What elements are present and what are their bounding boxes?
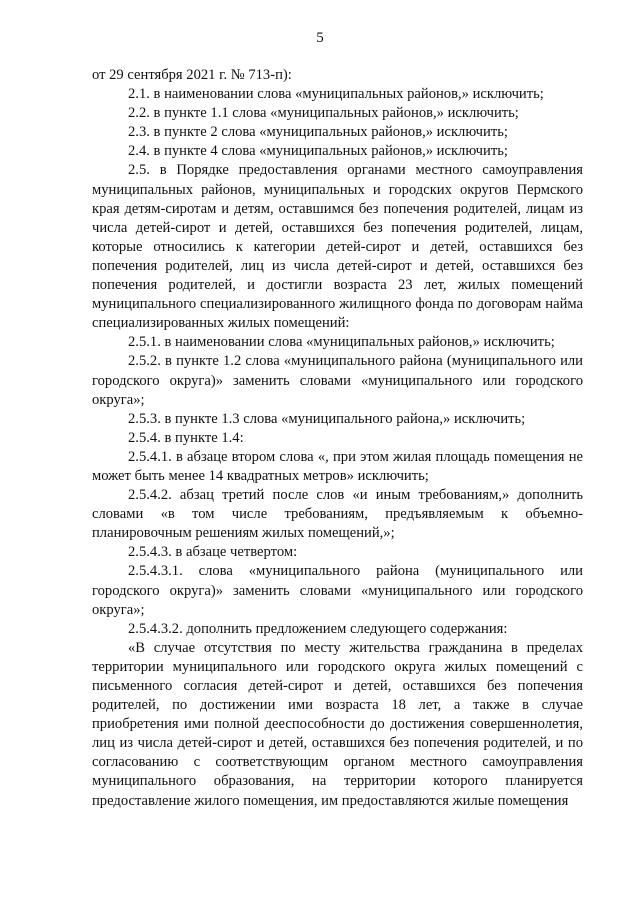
paragraph-continuation: от 29 сентября 2021 г. № 713-п):	[92, 67, 292, 83]
paragraph-2-5-4-2: 2.5.4.2. абзац третий после слов «и иным требованиям,» дополнить словами «в том числе требованиям, предъявляемым к объемно-планировочным решениям жилых помещений,»;	[92, 487, 583, 542]
paragraph-2-5-4-1: 2.5.4.1. в абзаце втором слова «, при этом жилая площадь помещения не может быть менее 14 квадратных метров» исключить;	[92, 448, 583, 484]
paragraph-2-5-4-3-1: 2.5.4.3.1. слова «муниципального района (муниципального или городского округа)» заменить словами «муниципального или городского округа»;	[92, 563, 583, 618]
paragraph-2-5-4-3: 2.5.4.3. в абзаце четвертом:	[128, 544, 298, 561]
paragraph-2-5-2: 2.5.2. в пункте 1.2 слова «муниципального района (муниципального или городского округа)» заменить словами «муниципального или городского округа»;	[92, 353, 583, 408]
paragraph-2-5: 2.5. в Порядке предоставления органами местного самоуправления муниципальных районов, муниципальных и городских округов Пермского края детям-сиротам и детям, оставшимся без попечения родителей, лицам из числа детей-сирот и детей, оставшихся без попечения родителей, лицам, которые относились к категории детей-сирот и детей, оставшихся без попечения родителей, лиц из числа детей-сирот и детей, оставшихся без попечения родителей, и достигли возраста 23 лет, жилых помещений муниципального специализированного жилищного фонда по договорам найма специализированных жилых помещений:	[92, 162, 583, 332]
paragraph-quoted-text: «В случае отсутствия по месту жительства гражданина в пределах территории муниципального или городского округа жилых помещений с письменного согласия детей-сирот и детей, оставшихся без попечения родителей, по достижении ими возраста 18 лет, а также в случае приобретения ими полной дееспособности до достижения совершеннолетия, лиц из числа детей-сирот и детей, оставшихся без попечения родителей, и по согласованию с соответствующим органом местного самоуправления муниципального образования, на территории которого планируется предоставление жилого помещения, им предоставляются жилые помещения	[92, 639, 583, 809]
paragraph-2-5-3: 2.5.3. в пункте 1.3 слова «муниципального района,» исключить;	[128, 410, 526, 427]
document-body	[92, 66, 583, 811]
paragraph-2-4: 2.4. в пункте 4 слова «муниципальных районов,» исключить;	[128, 143, 508, 160]
paragraph-2-3: 2.3. в пункте 2 слова «муниципальных районов,» исключить;	[128, 124, 508, 141]
page-number: 5	[316, 30, 324, 46]
paragraph-2-5-1: 2.5.1. в наименовании слова «муниципальных районов,» исключить;	[128, 334, 555, 351]
paragraph-2-1: 2.1. в наименовании слова «муниципальных районов,» исключить;	[128, 86, 544, 103]
paragraph-2-2: 2.2. в пункте 1.1 слова «муниципальных районов,» исключить;	[128, 105, 519, 122]
paragraph-2-5-4-3-2: 2.5.4.3.2. дополнить предложением следующего содержания:	[128, 620, 508, 637]
paragraph-2-5-4: 2.5.4. в пункте 1.4:	[128, 429, 244, 446]
